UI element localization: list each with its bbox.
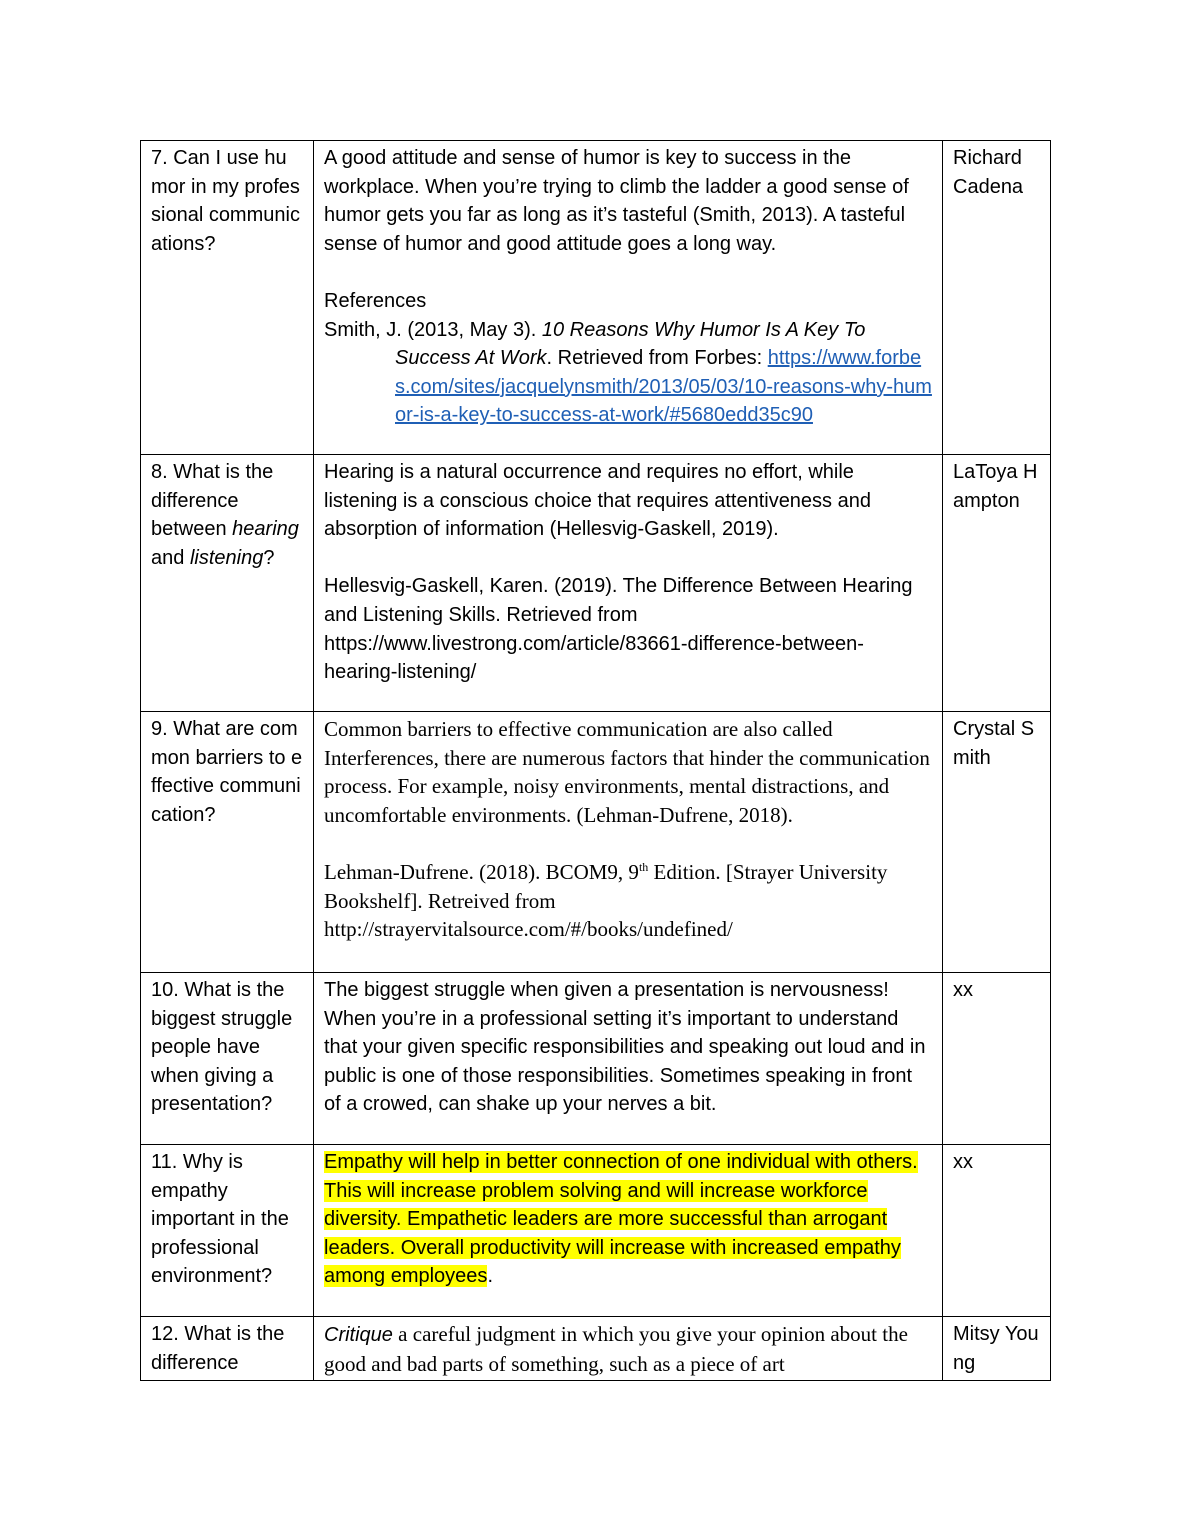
answer-text: Common barriers to effective communication are also called Interferences, there are numerous factors that hinder the communication process. For example, noisy environments, mental distractions, and uncomfortable environments. (Lehman-Dufrene, 2018).	[324, 717, 930, 827]
answer-cell	[314, 1317, 943, 1381]
question-text-mid: and	[151, 546, 190, 569]
contributor-cell: Mitsy Young	[943, 1317, 1051, 1381]
critique-term: Critique	[324, 1324, 393, 1346]
table-row	[141, 455, 1051, 712]
citation: Hellesvig-Gaskell, Karen. (2019). The Difference Between Hearing and Listening Skills. Retrieved from https://www.livestrong.com/article/83661-difference-between-hearing-listening/	[324, 575, 913, 684]
references-heading: References	[324, 289, 427, 312]
citation-text-rest: Edition. [Strayer University Bookshelf]. Retreived from http://strayervitalsource.com/#/books/undefined/	[324, 859, 888, 942]
contributor-cell: xx	[943, 973, 1051, 1145]
answer-text: A good attitude and sense of humor is key to success in the workplace. When you’re trying to climb the ladder a good sense of humor gets you far as long as it’s tasteful (Smith, 2013). A tasteful sense of humor and good attitude goes a long way.	[324, 147, 909, 255]
citation-source: . Retrieved from Forbes:	[546, 347, 768, 370]
citation-title: 10 Reasons Why Humor Is A Key To Success At Work	[395, 318, 866, 370]
citation-author: Smith, J. (2013, May 3).	[324, 318, 542, 341]
question-cell: 7. Can I use humor in my professional communications?	[141, 141, 314, 455]
citation-text: Lehman-Dufrene. (2018). BCOM9, 9	[324, 859, 639, 884]
citation	[324, 858, 932, 944]
question-cell: 11. Why is empathy important in the professional environment?	[141, 1145, 314, 1317]
answer-cell	[314, 141, 943, 455]
question-cell	[141, 455, 314, 712]
question-text: 8. What is the difference between	[151, 461, 274, 541]
question-cell: 10. What is the biggest struggle people have when giving a presentation?	[141, 973, 314, 1145]
answer-cell: The biggest struggle when given a presentation is nervousness! When you’re in a professional setting it’s important to understand that your given specific responsibilities and speaking out loud and in public is one of those responsibilities. Sometimes speaking in front of a crowed, can shake up your nerves a bit.	[314, 973, 943, 1145]
contributor-cell: Richard Cadena	[943, 141, 1051, 455]
answer-tail: .	[487, 1265, 493, 1288]
answer-text: Hearing is a natural occurrence and requires no effort, while listening is a conscious choice that requires attentiveness and absorption of information (Hellesvig-Gaskell, 2019).	[324, 461, 871, 541]
forbes-link[interactable]: https://www.forbes.com/sites/jacquelynsmith/2013/05/03/10-reasons-why-humor-is-a-key-to-success-at-work/#5680edd35c90	[395, 347, 932, 427]
question-term-listening: listening	[189, 546, 264, 569]
document-page	[140, 140, 1050, 1381]
table-row	[141, 712, 1051, 973]
table-row	[141, 1317, 1051, 1381]
question-cell: 12. What is the difference	[141, 1317, 314, 1381]
question-suffix: ?	[263, 546, 275, 569]
answer-text: a careful judgment in which you give your opinion about the good and bad parts of something, such as a piece of art	[324, 1322, 908, 1376]
table-row	[141, 1145, 1051, 1317]
qa-table	[140, 140, 1051, 1381]
answer-cell	[314, 455, 943, 712]
contributor-cell: LaToya Hampton	[943, 455, 1051, 712]
question-term-hearing: hearing	[232, 518, 299, 541]
contributor-cell: xx	[943, 1145, 1051, 1317]
table-row	[141, 973, 1051, 1145]
citation	[324, 316, 932, 430]
contributor-cell: Crystal Smith	[943, 712, 1051, 973]
citation-superscript: th	[638, 859, 649, 874]
table-row	[141, 141, 1051, 455]
highlighted-answer: Empathy will help in better connection of one individual with others. This will increase problem solving and will increase workforce diversity. Empathetic leaders are more successful than arrogant leaders. Overall productivity will increase with increased empathy among employees	[324, 1151, 918, 1288]
question-cell: 9. What are common barriers to effective communication?	[141, 712, 314, 973]
answer-cell	[314, 1145, 943, 1317]
answer-cell	[314, 712, 943, 973]
